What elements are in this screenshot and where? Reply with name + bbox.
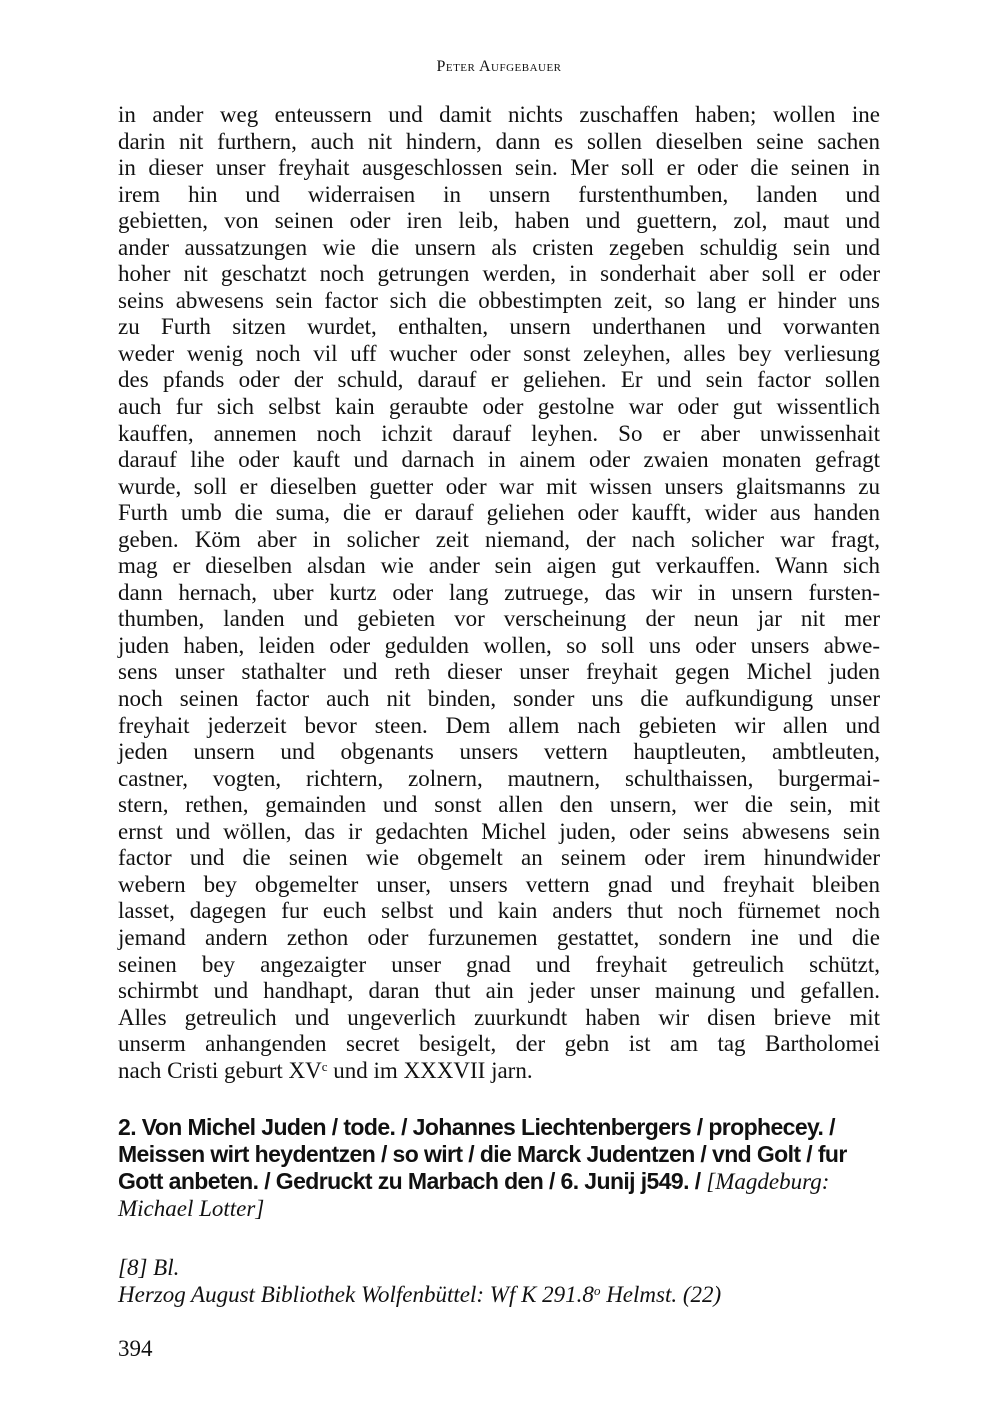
body-line: seins abwesens sein factor sich die obbestimpten zeit, so lang er hinder uns xyxy=(118,287,880,313)
body-line: noch seinen factor auch nit binden, sonder uns die aufkundigung unser xyxy=(118,686,880,712)
body-line: wurde, soll er dieselben guetter oder war mit wissen unsers glaitsmanns zu xyxy=(118,473,880,499)
body-line: stern, rethen, gemainden und sonst allen den unsern, wer die sein, mit xyxy=(118,792,880,818)
body-line: darin nit furthern, auch nit hindern, dann es sollen dieselben seine sachen xyxy=(118,128,880,154)
page xyxy=(118,58,880,1308)
body-line: schirmbt und handhapt, daran thut ain jeder unser mainung und gefallen. xyxy=(118,978,880,1004)
body-text xyxy=(118,102,880,1084)
body-line: webern bey obgemelter unser, unsers vettern gnad und freyhait bleiben xyxy=(118,871,880,897)
body-line: weder wenig noch vil uff wucher oder sonst zeleyhen, alles bey verliesung xyxy=(118,340,880,366)
superscript: c xyxy=(321,1058,328,1074)
body-line: sens unser stathalter und reth dieser unser freyhait gegen Michel juden xyxy=(118,659,880,685)
body-line: in dieser unser freyhait ausgeschlossen sein. Mer soll er oder die seinen in xyxy=(118,155,880,181)
body-line: castner, vogten, richtern, zolnern, mautnern, schulthaissen, burgermai- xyxy=(118,765,880,791)
body-line-text: und im XXXVII jarn. xyxy=(327,1057,533,1083)
body-line: kauffen, annemen noch ichzit darauf leyhen. So er aber unwissenhait xyxy=(118,420,880,446)
entry-title-line: Meissen wirt heydentzen / so wirt / die Marck Judentzen / vnd Golt / fur xyxy=(118,1141,847,1168)
entry-imprint-text: [Magdeburg: xyxy=(706,1169,830,1195)
body-line: dann hernach, uber kurtz oder lang zutruege, das wir in unsern fursten- xyxy=(118,579,880,605)
body-line: jemand andern zethon oder furzunemen gestattet, sondern ine und die xyxy=(118,924,880,950)
entry-imprint-line: Michael Lotter] xyxy=(118,1196,265,1222)
body-line: irem hin und widerraisen in unsern furstenthumben, landen und xyxy=(118,181,880,207)
body-line: seinen bey angezaigter unser gnad und freyhait getreulich schützt, xyxy=(118,951,880,977)
bibliographic-entry xyxy=(118,1114,880,1222)
body-line: zu Furth sitzen wurdet, enthalten, unsern underthanen und vorwanten xyxy=(118,314,880,340)
body-line: thumben, landen und gebieten vor verscheinung der neun jar nit mer xyxy=(118,606,880,632)
body-line: hoher nit geschatzt noch getrungen werden, in sonderhait aber soll er oder xyxy=(118,261,880,287)
body-line: factor und die seinen wie obgemelt an seinem oder irem hinundwider xyxy=(118,845,880,871)
superscript: o xyxy=(593,1283,601,1299)
extent: [8] Bl. xyxy=(118,1255,180,1281)
body-line-text: nach Cristi geburt XV xyxy=(118,1057,322,1083)
holding-location-text: Herzog August Bibliothek Wolfenbüttel: Wf K 291.8 xyxy=(118,1282,594,1308)
body-line: mag er dieselben alsdan wie ander sein aigen gut verkauffen. Wann sich xyxy=(118,553,880,579)
body-line: des pfands oder der schuld, darauf er geliehen. Er und sein factor sollen xyxy=(118,367,880,393)
entry-title-line xyxy=(118,1168,880,1195)
body-line: gebietten, von seinen oder iren leib, haben und guettern, zol, maut und xyxy=(118,208,880,234)
holding-location xyxy=(118,1281,880,1308)
bibliographic-details xyxy=(118,1254,880,1308)
body-line: freyhait jederzeit bevor steen. Dem allem nach gebieten wir allen und xyxy=(118,712,880,738)
body-line: unserm anhangenden secret besigelt, der gebn ist am tag Bartholomei xyxy=(118,1031,880,1057)
body-line: lasset, dagegen fur euch selbst und kain anders thut noch fürnemet noch xyxy=(118,898,880,924)
body-line: ander aussatzungen wie die unsern als cristen zegeben schuldig sein und xyxy=(118,234,880,260)
page-number: 394 xyxy=(118,1336,153,1361)
body-line: geben. Köm aber in solicher zeit niemand, der nach solicher war fragt, xyxy=(118,526,880,552)
body-line: auch fur sich selbst kain geraubte oder gestolne war oder gut wissentlich xyxy=(118,394,880,420)
body-line: ernst und wöllen, das ir gedachten Michel juden, oder seins abwesens sein xyxy=(118,818,880,844)
body-line: jeden unsern und obgenants unsers vettern hauptleuten, ambtleuten, xyxy=(118,739,880,765)
holding-location-text: Helmst. (22) xyxy=(600,1282,722,1308)
body-line xyxy=(118,1058,880,1085)
body-line: darauf lihe oder kauft und darnach in ainem oder zwaien monaten gefragt xyxy=(118,447,880,473)
body-line: juden haben, leiden oder gedulden wollen, so soll uns oder unsers abwe- xyxy=(118,632,880,658)
body-line: Furth umb die suma, die er darauf geliehen oder kaufft, wider aus handen xyxy=(118,500,880,526)
entry-title-line: 2. Von Michel Juden / tode. / Johannes Liechtenbergers / prophecey. / xyxy=(118,1114,835,1141)
entry-title-text: Gott anbeten. / Gedruckt zu Marbach den / 6. Junij j549. / xyxy=(118,1168,707,1195)
running-head: Peter Aufgebauer xyxy=(436,58,562,75)
body-line: Alles getreulich und ungeverlich zuurkundt haben wir disen brieve mit xyxy=(118,1004,880,1030)
body-line: in ander weg enteussern und damit nichts zuschaffen haben; wollen ine xyxy=(118,102,880,127)
